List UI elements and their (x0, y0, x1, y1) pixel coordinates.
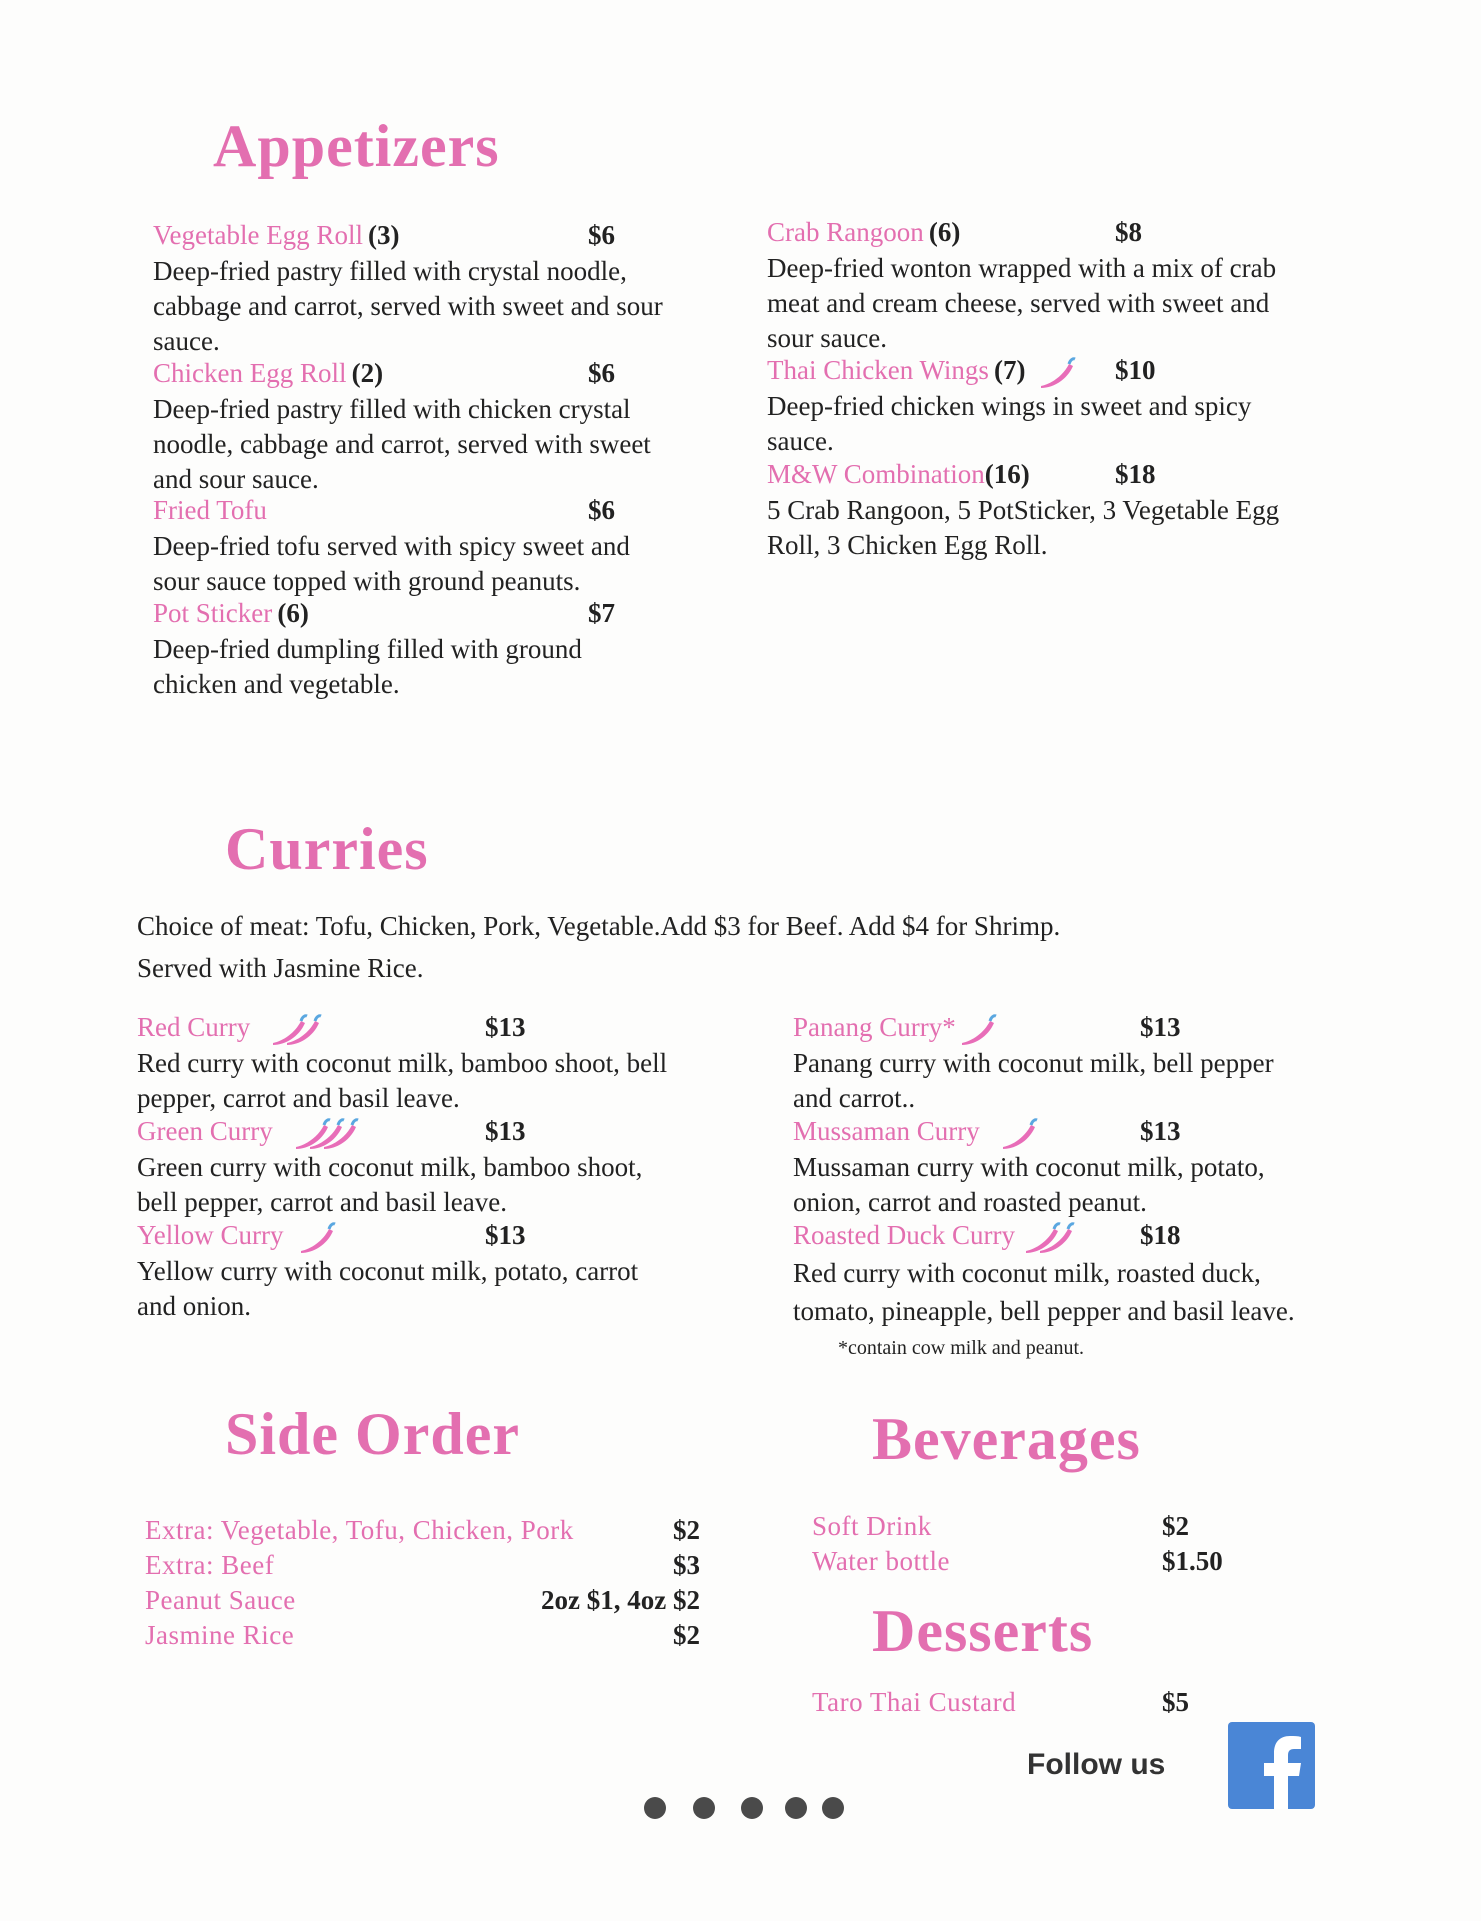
chili-pepper-icon (1037, 356, 1077, 394)
item-price: $18 (1140, 1220, 1181, 1250)
item-description: Red curry with coconut milk, roasted duck, tomato, pineapple, bell pepper and basil leave. (793, 1258, 1295, 1326)
curries-heading: Curries (225, 816, 429, 882)
item-description: Deep-fried pastry filled with chicken crystal noodle, cabbage and carrot, served with sweet and sour sauce. (153, 394, 651, 494)
item-price: $7 (588, 598, 615, 628)
chili-pepper-icon (292, 1117, 366, 1155)
page-dot[interactable] (822, 1797, 844, 1819)
item-qty: (16) (984, 459, 1030, 489)
side-order-item (145, 1515, 700, 1550)
curry-item (137, 1220, 697, 1324)
item-name: Extra: Vegetable, Tofu, Chicken, Pork (145, 1515, 574, 1545)
curry-item (137, 1116, 697, 1220)
item-description: Deep-fried dumpling filled with ground chicken and vegetable. (153, 634, 582, 699)
item-price: $18 (1115, 459, 1156, 489)
item-name: Panang Curry* (793, 1012, 956, 1042)
facebook-icon[interactable] (1228, 1722, 1315, 1809)
item-name: Red Curry (137, 1012, 251, 1042)
chili-pepper-icon (958, 1013, 998, 1051)
item-description: Mussaman curry with coconut milk, potato, onion, carrot and roasted peanut. (793, 1152, 1265, 1217)
appetizer-item (153, 220, 673, 359)
page-dot[interactable] (785, 1797, 807, 1819)
appetizer-item (767, 217, 1327, 356)
chili-pepper-icon (1022, 1221, 1080, 1259)
item-price: $13 (1140, 1012, 1181, 1042)
curries-intro-line: Served with Jasmine Rice. (137, 953, 424, 983)
side-order-heading: Side Order (225, 1401, 520, 1467)
item-description: 5 Crab Rangoon, 5 PotSticker, 3 Vegetable Egg Roll, 3 Chicken Egg Roll. (767, 495, 1280, 560)
appetizer-item (153, 495, 673, 599)
page-dot[interactable] (693, 1797, 715, 1819)
page-dot[interactable] (644, 1797, 666, 1819)
item-price: 2oz $1, 4oz $2 (541, 1585, 700, 1615)
item-description: Green curry with coconut milk, bamboo shoot, bell pepper, carrot and basil leave. (137, 1152, 643, 1217)
appetizer-item (767, 355, 1327, 459)
item-qty: (2) (351, 358, 384, 388)
item-price: $2 (673, 1515, 700, 1545)
item-price: $8 (1115, 217, 1142, 247)
item-name: Vegetable Egg Roll (153, 220, 363, 250)
beverages-list (812, 1511, 1232, 1581)
item-price: $3 (673, 1550, 700, 1580)
item-price: $5 (1162, 1687, 1189, 1717)
chili-pepper-icon (999, 1117, 1039, 1155)
item-name: Soft Drink (812, 1511, 932, 1541)
item-description: Deep-fried chicken wings in sweet and spicy sauce. (767, 391, 1252, 456)
item-qty: (6) (277, 598, 309, 628)
curry-item (137, 1012, 697, 1116)
item-name: Taro Thai Custard (812, 1687, 1017, 1717)
item-name: Chicken Egg Roll (153, 358, 347, 388)
dessert-item (812, 1687, 1232, 1722)
appetizer-item (153, 598, 673, 702)
beverage-item (812, 1546, 1232, 1581)
item-description: Yellow curry with coconut milk, potato, carrot and onion. (137, 1256, 639, 1321)
beverage-item (812, 1511, 1232, 1546)
side-order-item (145, 1550, 700, 1585)
item-description: Red curry with coconut milk, bamboo shoot, bell pepper, carrot and basil leave. (137, 1048, 668, 1113)
curry-item (793, 1220, 1353, 1330)
beverages-heading: Beverages (872, 1406, 1141, 1472)
item-name: M&W Combination (767, 459, 985, 489)
item-name: Extra: Beef (145, 1550, 275, 1580)
curries-intro (137, 905, 1337, 989)
item-qty: (6) (928, 217, 961, 247)
item-description: Deep-fried wonton wrapped with a mix of crab meat and cream cheese, served with sweet and sour sauce. (767, 253, 1277, 353)
item-price: $13 (1140, 1116, 1181, 1146)
item-price: $6 (588, 358, 615, 388)
desserts-heading: Desserts (872, 1598, 1094, 1664)
item-price: $13 (485, 1116, 526, 1146)
item-name: Fried Tofu (153, 495, 267, 525)
item-name: Crab Rangoon (767, 217, 924, 247)
item-name: Thai Chicken Wings (767, 355, 989, 385)
item-name: Jasmine Rice (145, 1620, 295, 1650)
item-price: $2 (673, 1620, 700, 1650)
side-order-item (145, 1620, 700, 1655)
curry-item (793, 1012, 1353, 1116)
appetizer-item (153, 358, 673, 497)
item-qty: (7) (993, 355, 1026, 385)
appetizer-item (767, 459, 1327, 563)
side-order-list (145, 1515, 700, 1655)
item-description: Deep-fried pastry filled with crystal noodle, cabbage and carrot, served with sweet and sour sauce. (153, 256, 663, 356)
item-price: $13 (485, 1220, 526, 1250)
desserts-list (812, 1687, 1232, 1722)
side-order-item (145, 1585, 700, 1620)
chili-pepper-icon (269, 1013, 327, 1051)
item-price: $6 (588, 495, 615, 525)
curry-item (793, 1116, 1353, 1220)
allergy-note: *contain cow milk and peanut. (838, 1337, 1085, 1359)
item-qty: (3) (368, 220, 400, 250)
item-description: Panang curry with coconut milk, bell pepper and carrot.. (793, 1048, 1274, 1113)
item-name: Mussaman Curry (793, 1116, 980, 1146)
item-price: $1.50 (1162, 1546, 1223, 1576)
appetizers-heading: Appetizers (213, 113, 500, 179)
page-dot[interactable] (741, 1797, 763, 1819)
item-price: $10 (1115, 355, 1156, 385)
item-name: Green Curry (137, 1116, 273, 1146)
curries-intro-line: Choice of meat: Tofu, Chicken, Pork, Vegetable.Add $3 for Beef. Add $4 for Shrimp. (137, 911, 1061, 941)
follow-us-label: Follow us (1027, 1748, 1166, 1781)
item-price: $13 (485, 1012, 526, 1042)
chili-pepper-icon (297, 1221, 337, 1259)
item-name: Yellow Curry (137, 1220, 284, 1250)
item-name: Pot Sticker (153, 598, 273, 628)
item-name: Peanut Sauce (145, 1585, 296, 1615)
item-description: Deep-fried tofu served with spicy sweet and sour sauce topped with ground peanuts. (153, 531, 630, 596)
item-name: Water bottle (812, 1546, 951, 1576)
item-price: $2 (1162, 1511, 1189, 1541)
item-name: Roasted Duck Curry (793, 1220, 1015, 1250)
item-price: $6 (588, 220, 615, 250)
